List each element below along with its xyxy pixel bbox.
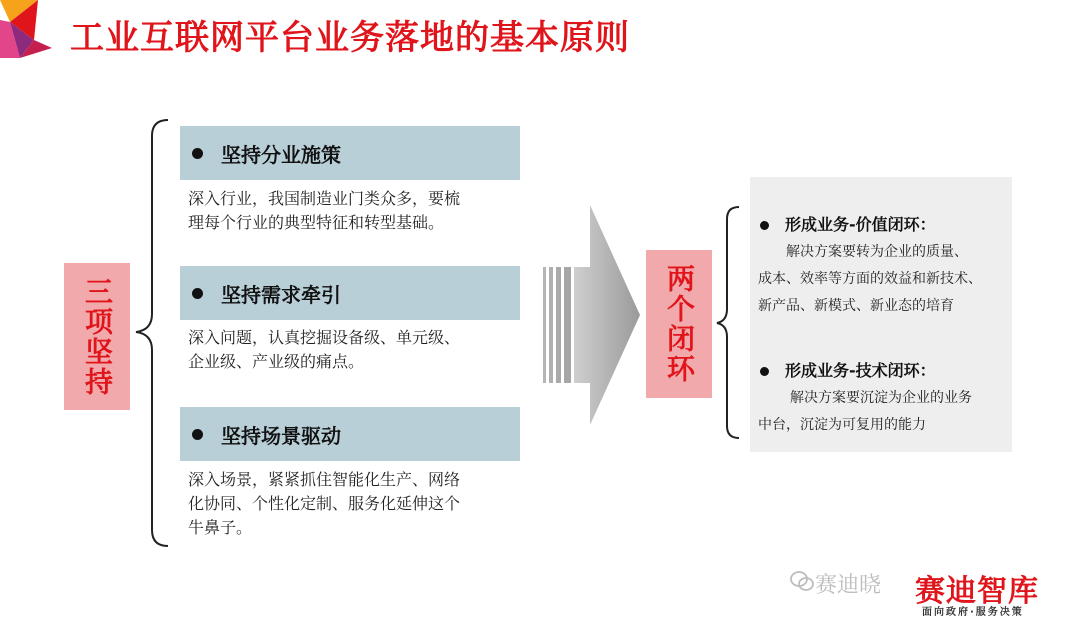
item-desc-line: 牛鼻子。 xyxy=(188,518,253,537)
right-brace xyxy=(713,205,743,440)
loop-desc-line: 解决方案要沉淀为企业的业务 xyxy=(790,390,972,406)
bullet-icon xyxy=(760,221,769,230)
item-desc-line: 深入场景，紧紧抓住智能化生产、网络 xyxy=(188,470,461,489)
item-heading-1 xyxy=(180,126,520,180)
loop-desc-line: 成本、效率等方面的效益和新技术、 xyxy=(758,271,982,287)
bullet-icon xyxy=(760,367,769,376)
bullet-icon xyxy=(192,148,203,159)
loop-desc-line: 解决方案要转为企业的质量、 xyxy=(786,244,968,260)
loop-heading-text-2: 形成业务-技术闭环： xyxy=(785,361,936,380)
three-principles-label xyxy=(64,263,130,410)
item-desc-line: 深入问题，认真挖掘设备级、单元级、 xyxy=(188,328,461,347)
bullet-icon xyxy=(192,429,203,440)
loop-desc-1 xyxy=(758,239,1010,320)
big-arrow-icon xyxy=(540,205,640,425)
item-desc-line: 理每个行业的典型特征和转型基础。 xyxy=(188,213,445,232)
item-heading-3 xyxy=(180,407,520,461)
three-principles-text: 三项坚持 xyxy=(81,276,114,397)
wechat-icon xyxy=(790,570,814,592)
loop-heading-2 xyxy=(760,358,936,381)
item-heading-2 xyxy=(180,266,520,320)
item-desc-3 xyxy=(188,468,518,540)
loop-desc-line: 新产品、新模式、新业态的培育 xyxy=(758,298,954,314)
two-loops-label xyxy=(646,250,712,398)
item-desc-line: 深入行业，我国制造业门类众多，要梳 xyxy=(188,189,461,208)
loop-desc-2 xyxy=(758,385,1010,439)
loop-heading-1 xyxy=(760,212,936,235)
item-desc-line: 企业级、产业级的痛点。 xyxy=(188,352,365,371)
two-loops-text: 两个闭环 xyxy=(663,264,696,384)
item-heading-text-3: 坚持场景驱动 xyxy=(221,423,341,448)
left-brace xyxy=(130,118,180,548)
loop-heading-text-1: 形成业务-价值闭环： xyxy=(785,215,936,234)
watermark-account: 赛迪晓 xyxy=(815,573,882,598)
loop-desc-line: 中台，沉淀为可复用的能力 xyxy=(758,417,926,433)
page-title: 工业互联网平台业务落地的基本原则 xyxy=(70,18,630,58)
item-heading-text-1: 坚持分业施策 xyxy=(221,142,341,167)
bullet-icon xyxy=(192,288,203,299)
item-heading-text-2: 坚持需求牵引 xyxy=(221,282,341,307)
item-desc-1 xyxy=(188,187,518,235)
watermark-brand: 赛迪智库 xyxy=(915,574,1039,609)
item-desc-2 xyxy=(188,326,518,374)
item-desc-line: 化协同、个性化定制、服务化延伸这个 xyxy=(188,494,461,513)
watermark-tagline: 面向政府·服务决策 xyxy=(922,607,1024,618)
corner-logo-icon xyxy=(0,0,60,58)
